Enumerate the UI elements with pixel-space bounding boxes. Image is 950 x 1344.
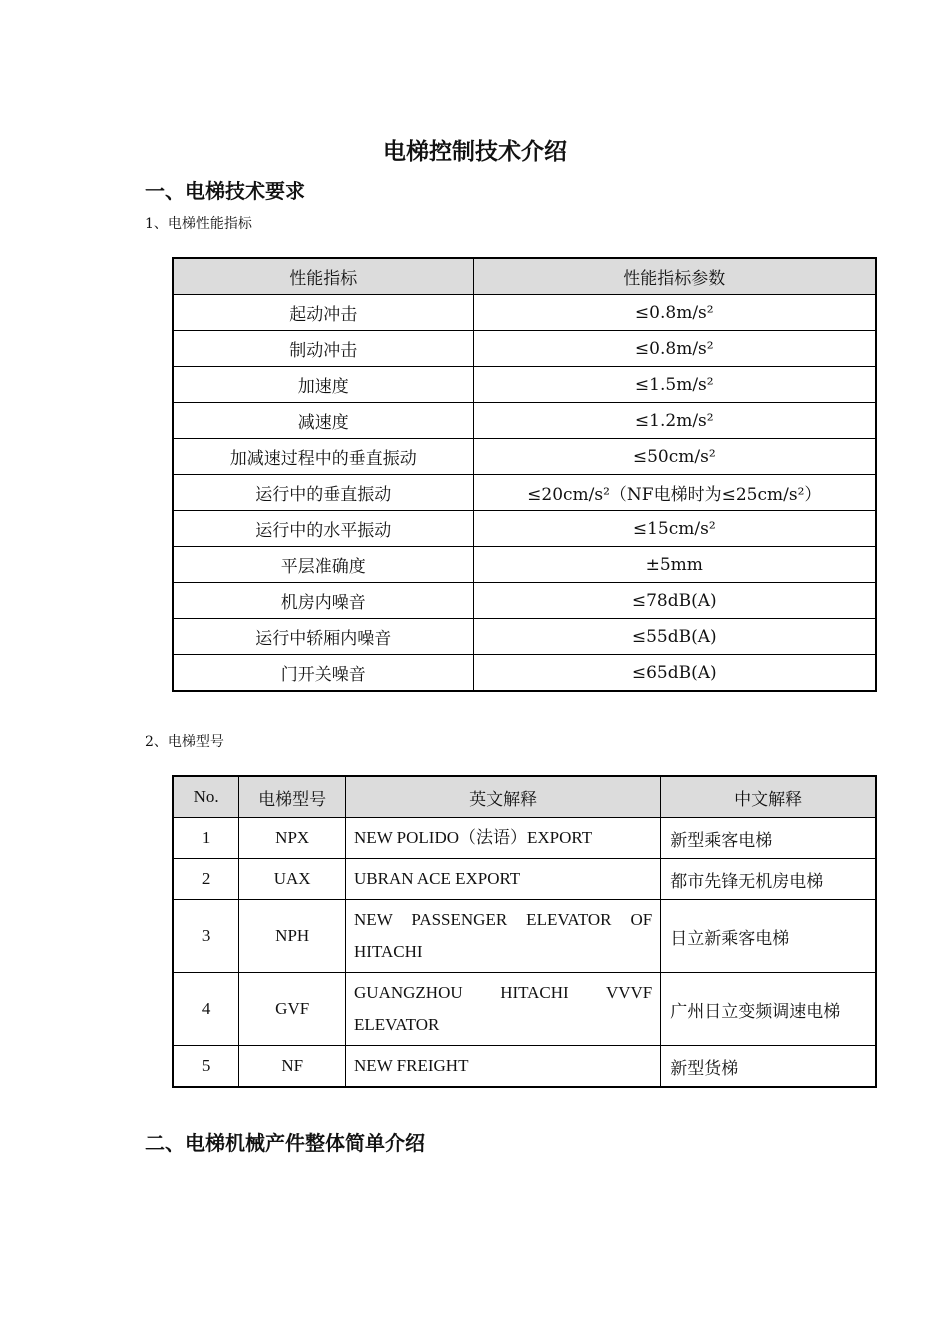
document-title: 电梯控制技术介绍 bbox=[383, 139, 567, 165]
table-row bbox=[173, 403, 876, 439]
header-cell: No. bbox=[173, 776, 239, 818]
metric-cell: 平层准确度 bbox=[173, 547, 473, 583]
header-cell: 性能指标 bbox=[173, 258, 473, 295]
table-row bbox=[173, 367, 876, 403]
value-cell: ±5mm bbox=[473, 547, 876, 583]
table-row bbox=[173, 900, 876, 973]
header-cell: 电梯型号 bbox=[239, 776, 346, 818]
table-row bbox=[173, 583, 876, 619]
number-cell: 1 bbox=[173, 818, 239, 859]
metric-cell: 运行中轿厢内噪音 bbox=[173, 619, 473, 655]
metric-cell: 机房内噪音 bbox=[173, 583, 473, 619]
value-cell: ≤0.8m/s² bbox=[473, 295, 876, 331]
table-row bbox=[173, 1046, 876, 1088]
chinese-cell: 新型货梯 bbox=[661, 1046, 876, 1088]
model-table bbox=[172, 775, 877, 1088]
english-cell: NEW PASSENGER ELEVATOR OF HITACHI bbox=[346, 900, 661, 973]
chinese-cell: 日立新乘客电梯 bbox=[661, 900, 876, 973]
subheading-models: 2、电梯型号 bbox=[145, 734, 224, 750]
value-cell: ≤55dB(A) bbox=[473, 619, 876, 655]
metric-cell: 门开关噪音 bbox=[173, 655, 473, 692]
number-cell: 3 bbox=[173, 900, 239, 973]
value-cell: ≤65dB(A) bbox=[473, 655, 876, 692]
value-cell: ≤50cm/s² bbox=[473, 439, 876, 475]
value-cell: ≤0.8m/s² bbox=[473, 331, 876, 367]
table-row bbox=[173, 331, 876, 367]
metric-cell: 运行中的水平振动 bbox=[173, 511, 473, 547]
table-header-row bbox=[173, 776, 876, 818]
subheading-performance: 1、电梯性能指标 bbox=[145, 216, 252, 232]
section-heading-2: 二、电梯机械产件整体简单介绍 bbox=[145, 1131, 425, 1155]
value-cell: ≤1.5m/s² bbox=[473, 367, 876, 403]
chinese-cell: 新型乘客电梯 bbox=[661, 818, 876, 859]
value-cell: ≤20cm/s²（NF电梯时为≤25cm/s²） bbox=[473, 475, 876, 511]
metric-cell: 加速度 bbox=[173, 367, 473, 403]
model-cell: NPH bbox=[239, 900, 346, 973]
performance-table bbox=[172, 257, 877, 692]
table-header-row bbox=[173, 258, 876, 295]
table-row bbox=[173, 511, 876, 547]
value-cell: ≤15cm/s² bbox=[473, 511, 876, 547]
number-cell: 5 bbox=[173, 1046, 239, 1088]
english-cell: NEW FREIGHT bbox=[346, 1046, 661, 1088]
metric-cell: 减速度 bbox=[173, 403, 473, 439]
header-cell: 性能指标参数 bbox=[473, 258, 876, 295]
english-cell: NEW POLIDO（法语）EXPORT bbox=[346, 818, 661, 859]
chinese-cell: 都市先锋无机房电梯 bbox=[661, 859, 876, 900]
table-row bbox=[173, 973, 876, 1046]
table-row bbox=[173, 439, 876, 475]
value-cell: ≤78dB(A) bbox=[473, 583, 876, 619]
english-cell: GUANGZHOU HITACHI VVVF ELEVATOR bbox=[346, 973, 661, 1046]
header-cell: 英文解释 bbox=[346, 776, 661, 818]
model-cell: UAX bbox=[239, 859, 346, 900]
table-row bbox=[173, 547, 876, 583]
english-cell: UBRAN ACE EXPORT bbox=[346, 859, 661, 900]
table-row bbox=[173, 818, 876, 859]
model-cell: GVF bbox=[239, 973, 346, 1046]
metric-cell: 制动冲击 bbox=[173, 331, 473, 367]
model-cell: NPX bbox=[239, 818, 346, 859]
header-cell: 中文解释 bbox=[661, 776, 876, 818]
metric-cell: 加减速过程中的垂直振动 bbox=[173, 439, 473, 475]
number-cell: 4 bbox=[173, 973, 239, 1046]
table-row bbox=[173, 475, 876, 511]
model-cell: NF bbox=[239, 1046, 346, 1088]
table-row bbox=[173, 619, 876, 655]
section-heading-1: 一、电梯技术要求 bbox=[145, 179, 305, 203]
table-row bbox=[173, 859, 876, 900]
value-cell: ≤1.2m/s² bbox=[473, 403, 876, 439]
table-row bbox=[173, 655, 876, 692]
metric-cell: 运行中的垂直振动 bbox=[173, 475, 473, 511]
metric-cell: 起动冲击 bbox=[173, 295, 473, 331]
chinese-cell: 广州日立变频调速电梯 bbox=[661, 973, 876, 1046]
table-row bbox=[173, 295, 876, 331]
number-cell: 2 bbox=[173, 859, 239, 900]
